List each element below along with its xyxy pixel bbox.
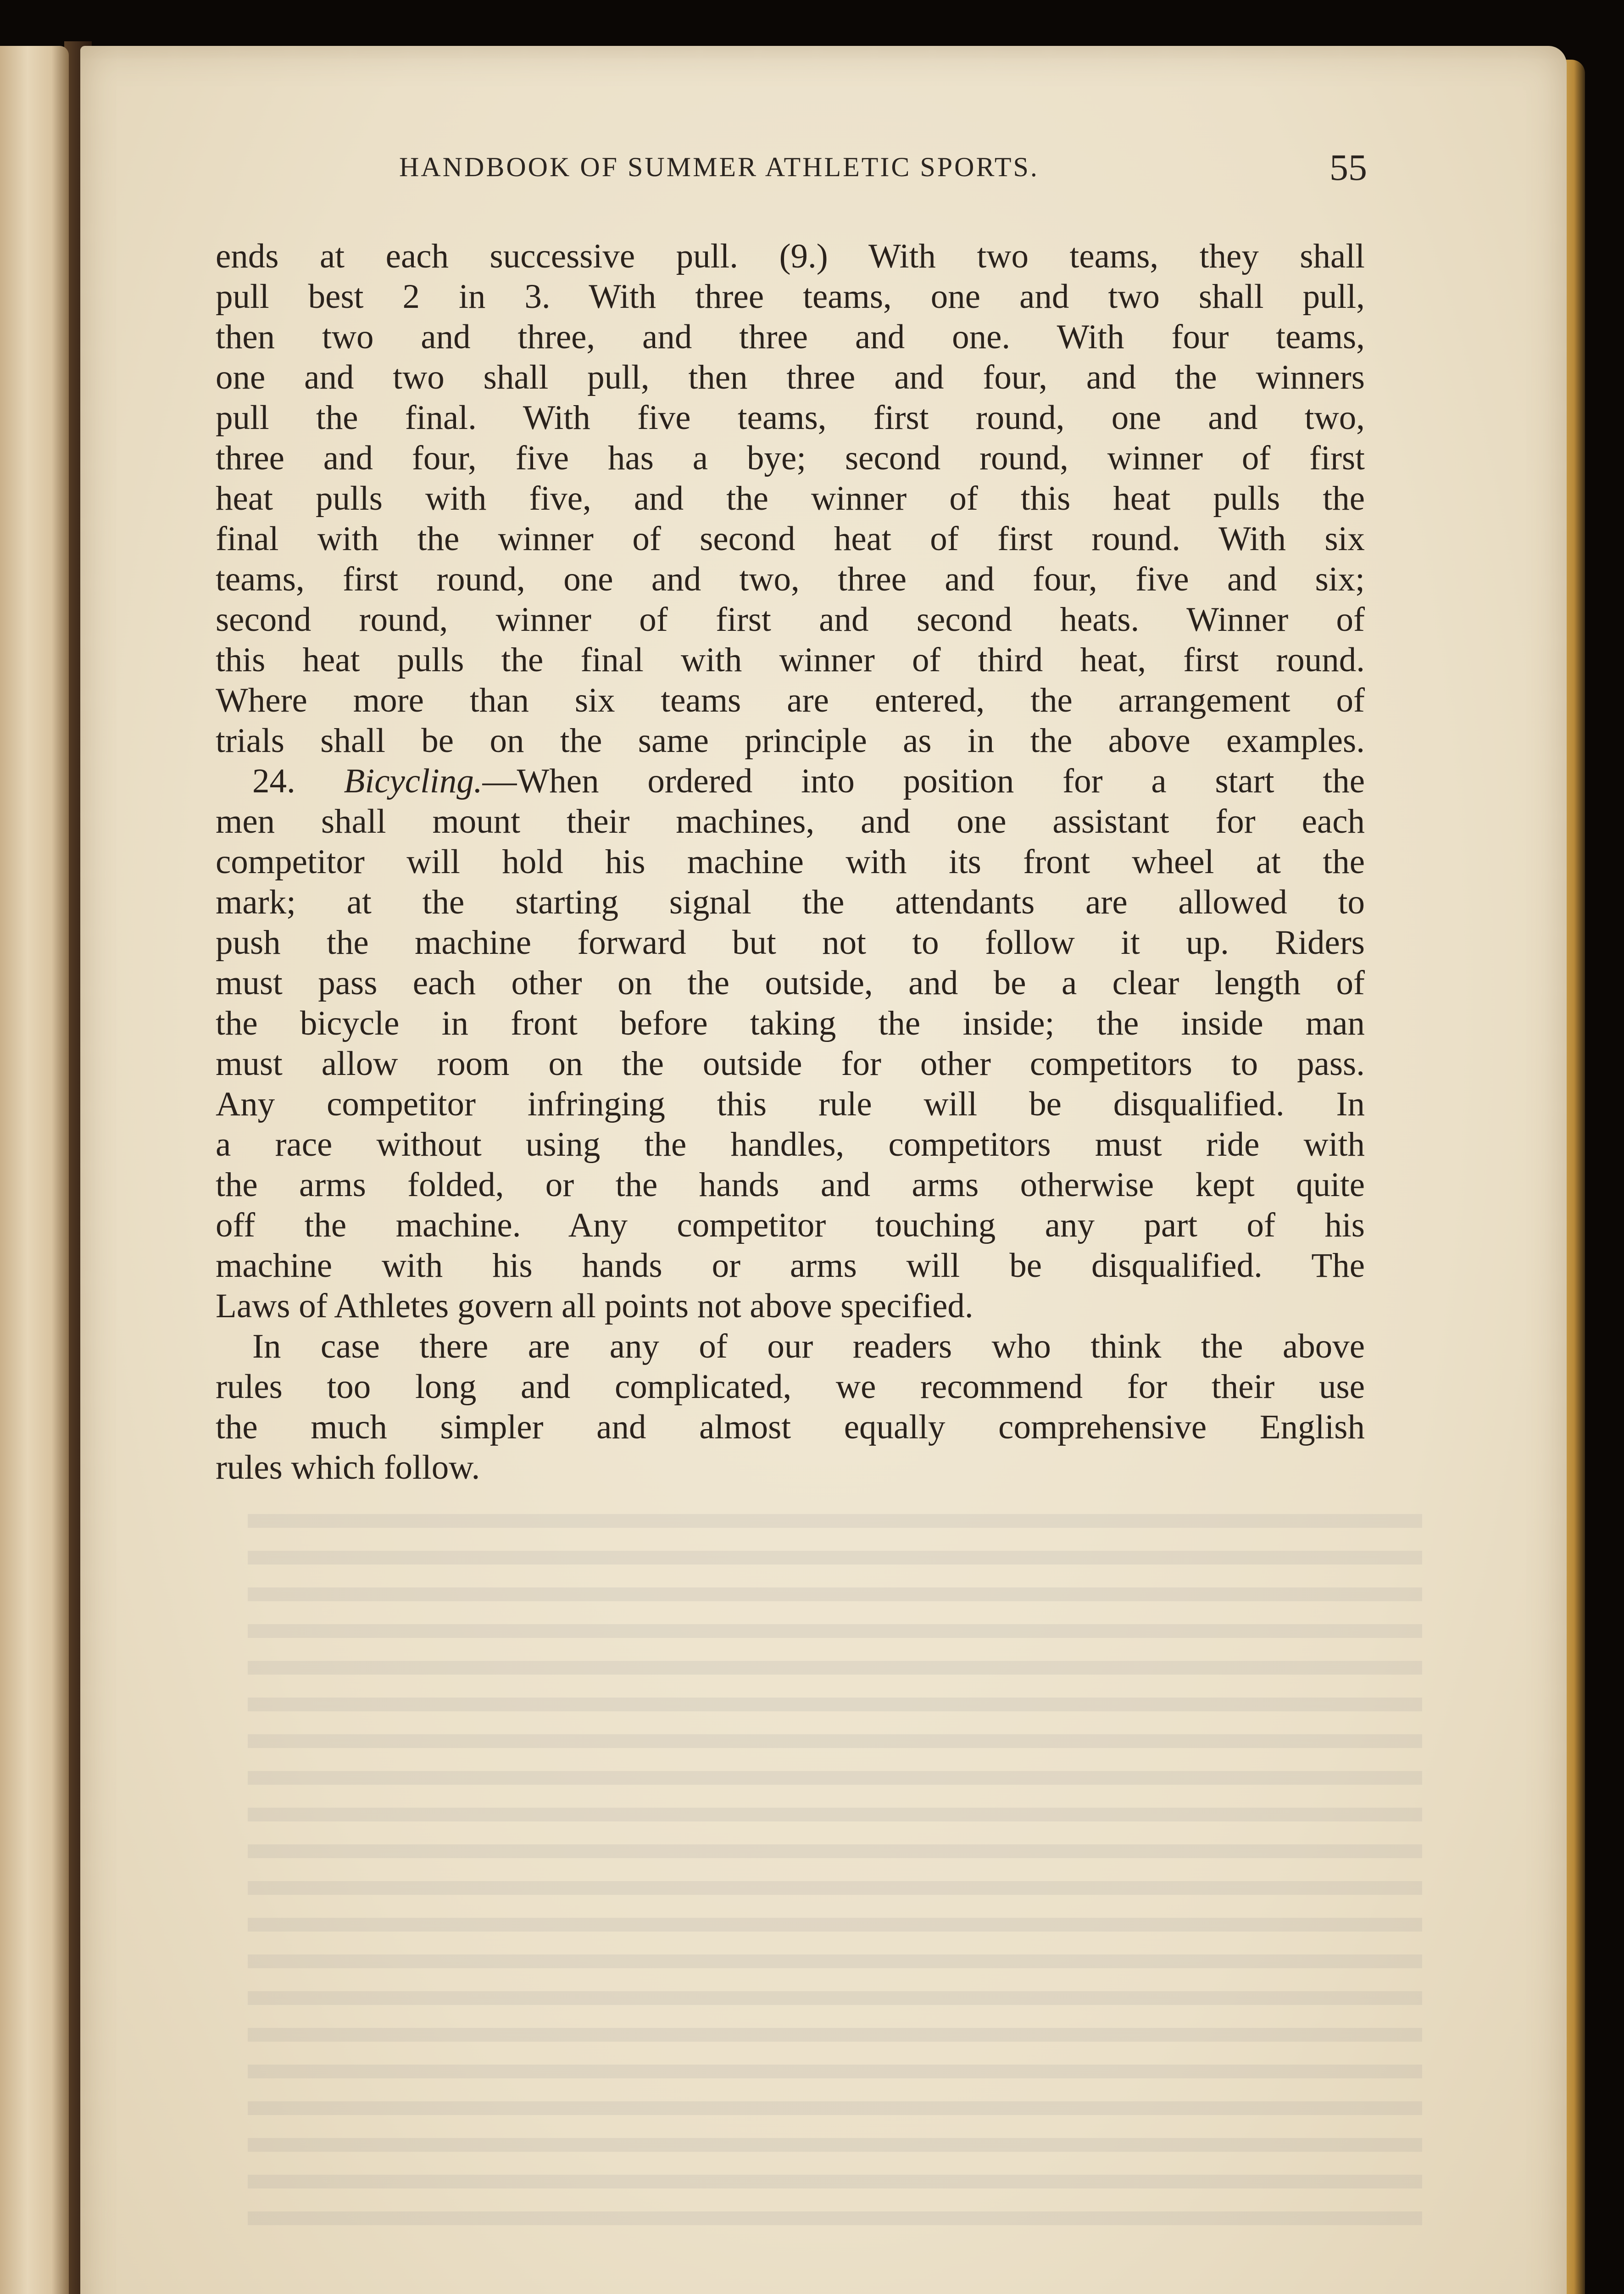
- rule-text: —When ordered into position for a start the: [482, 762, 1365, 800]
- text-line: competitor will hold his machine with its front wheel at the: [216, 843, 1365, 881]
- text-line: In case there are any of our readers who think the above: [252, 1327, 1365, 1365]
- text-line: the much simpler and almost equally comprehensive English: [216, 1408, 1365, 1446]
- text-line: push the machine forward but not to follow it up. Riders: [216, 924, 1365, 962]
- text-line: mark; at the starting signal the attendants are allowed to: [216, 883, 1365, 921]
- text-line: a race without using the handles, competitors must ride with: [216, 1125, 1365, 1164]
- text-line: the bicycle in front before taking the inside; the inside man: [216, 1004, 1365, 1042]
- running-header: HANDBOOK OF SUMMER ATHLETIC SPORTS.: [399, 152, 1039, 182]
- text-line: off the machine. Any competitor touching any part of his: [216, 1206, 1365, 1244]
- paragraph-closing: [216, 1326, 1365, 1488]
- text-line: one and two shall pull, then three and four, and the winners: [216, 358, 1365, 396]
- text-line: three and four, five has a bye; second round, winner of first: [216, 439, 1365, 477]
- text-line: rules too long and complicated, we recommend for their use: [216, 1368, 1365, 1406]
- text-line: heat pulls with five, and the winner of this heat pulls the: [216, 479, 1365, 518]
- text-line: teams, first round, one and two, three and four, five and six;: [216, 560, 1365, 598]
- page-body: [216, 236, 1365, 1488]
- show-through-text: [248, 1491, 1422, 2225]
- text-line: Where more than six teams are entered, the arrangement of: [216, 681, 1365, 719]
- text-line: then two and three, and three and one. With four teams,: [216, 318, 1365, 356]
- text-line: ends at each successive pull. (9.) With two teams, they shall: [216, 237, 1365, 275]
- text-line-first: [216, 761, 1365, 802]
- text-line: trials shall be on the same principle as in the above examples.: [216, 722, 1365, 760]
- text-line: must allow room on the outside for other competitors to pass.: [216, 1045, 1365, 1083]
- text-line: pull the final. With five teams, first round, one and two,: [216, 399, 1365, 437]
- text-line: rules which follow.: [216, 1448, 480, 1487]
- text-line: men shall mount their machines, and one assistant for each: [216, 802, 1365, 841]
- paragraph-tug-of-war: [216, 236, 1365, 761]
- text-line: final with the winner of second heat of first round. With six: [216, 520, 1365, 558]
- rule-title: Bicycling.: [344, 762, 483, 800]
- text-line: must pass each other on the outside, and be a clear length of: [216, 964, 1365, 1002]
- text-line: second round, winner of first and second heats. Winner of: [216, 601, 1365, 639]
- paragraph-bicycling: [216, 761, 1365, 1326]
- text-line: Laws of Athletes govern all points not above specified.: [216, 1287, 973, 1325]
- text-line: pull best 2 in 3. With three teams, one and two shall pull,: [216, 278, 1365, 316]
- page-number: 55: [1329, 146, 1367, 188]
- previous-page-edge: [0, 46, 69, 2294]
- text-line: machine with his hands or arms will be disqualified. The: [216, 1247, 1365, 1285]
- rule-number: 24.: [252, 762, 295, 800]
- text-line: the arms folded, or the hands and arms otherwise kept quite: [216, 1166, 1365, 1204]
- text-line: Any competitor infringing this rule will be disqualified. In: [216, 1085, 1365, 1123]
- text-line: this heat pulls the final with winner of third heat, first round.: [216, 641, 1365, 679]
